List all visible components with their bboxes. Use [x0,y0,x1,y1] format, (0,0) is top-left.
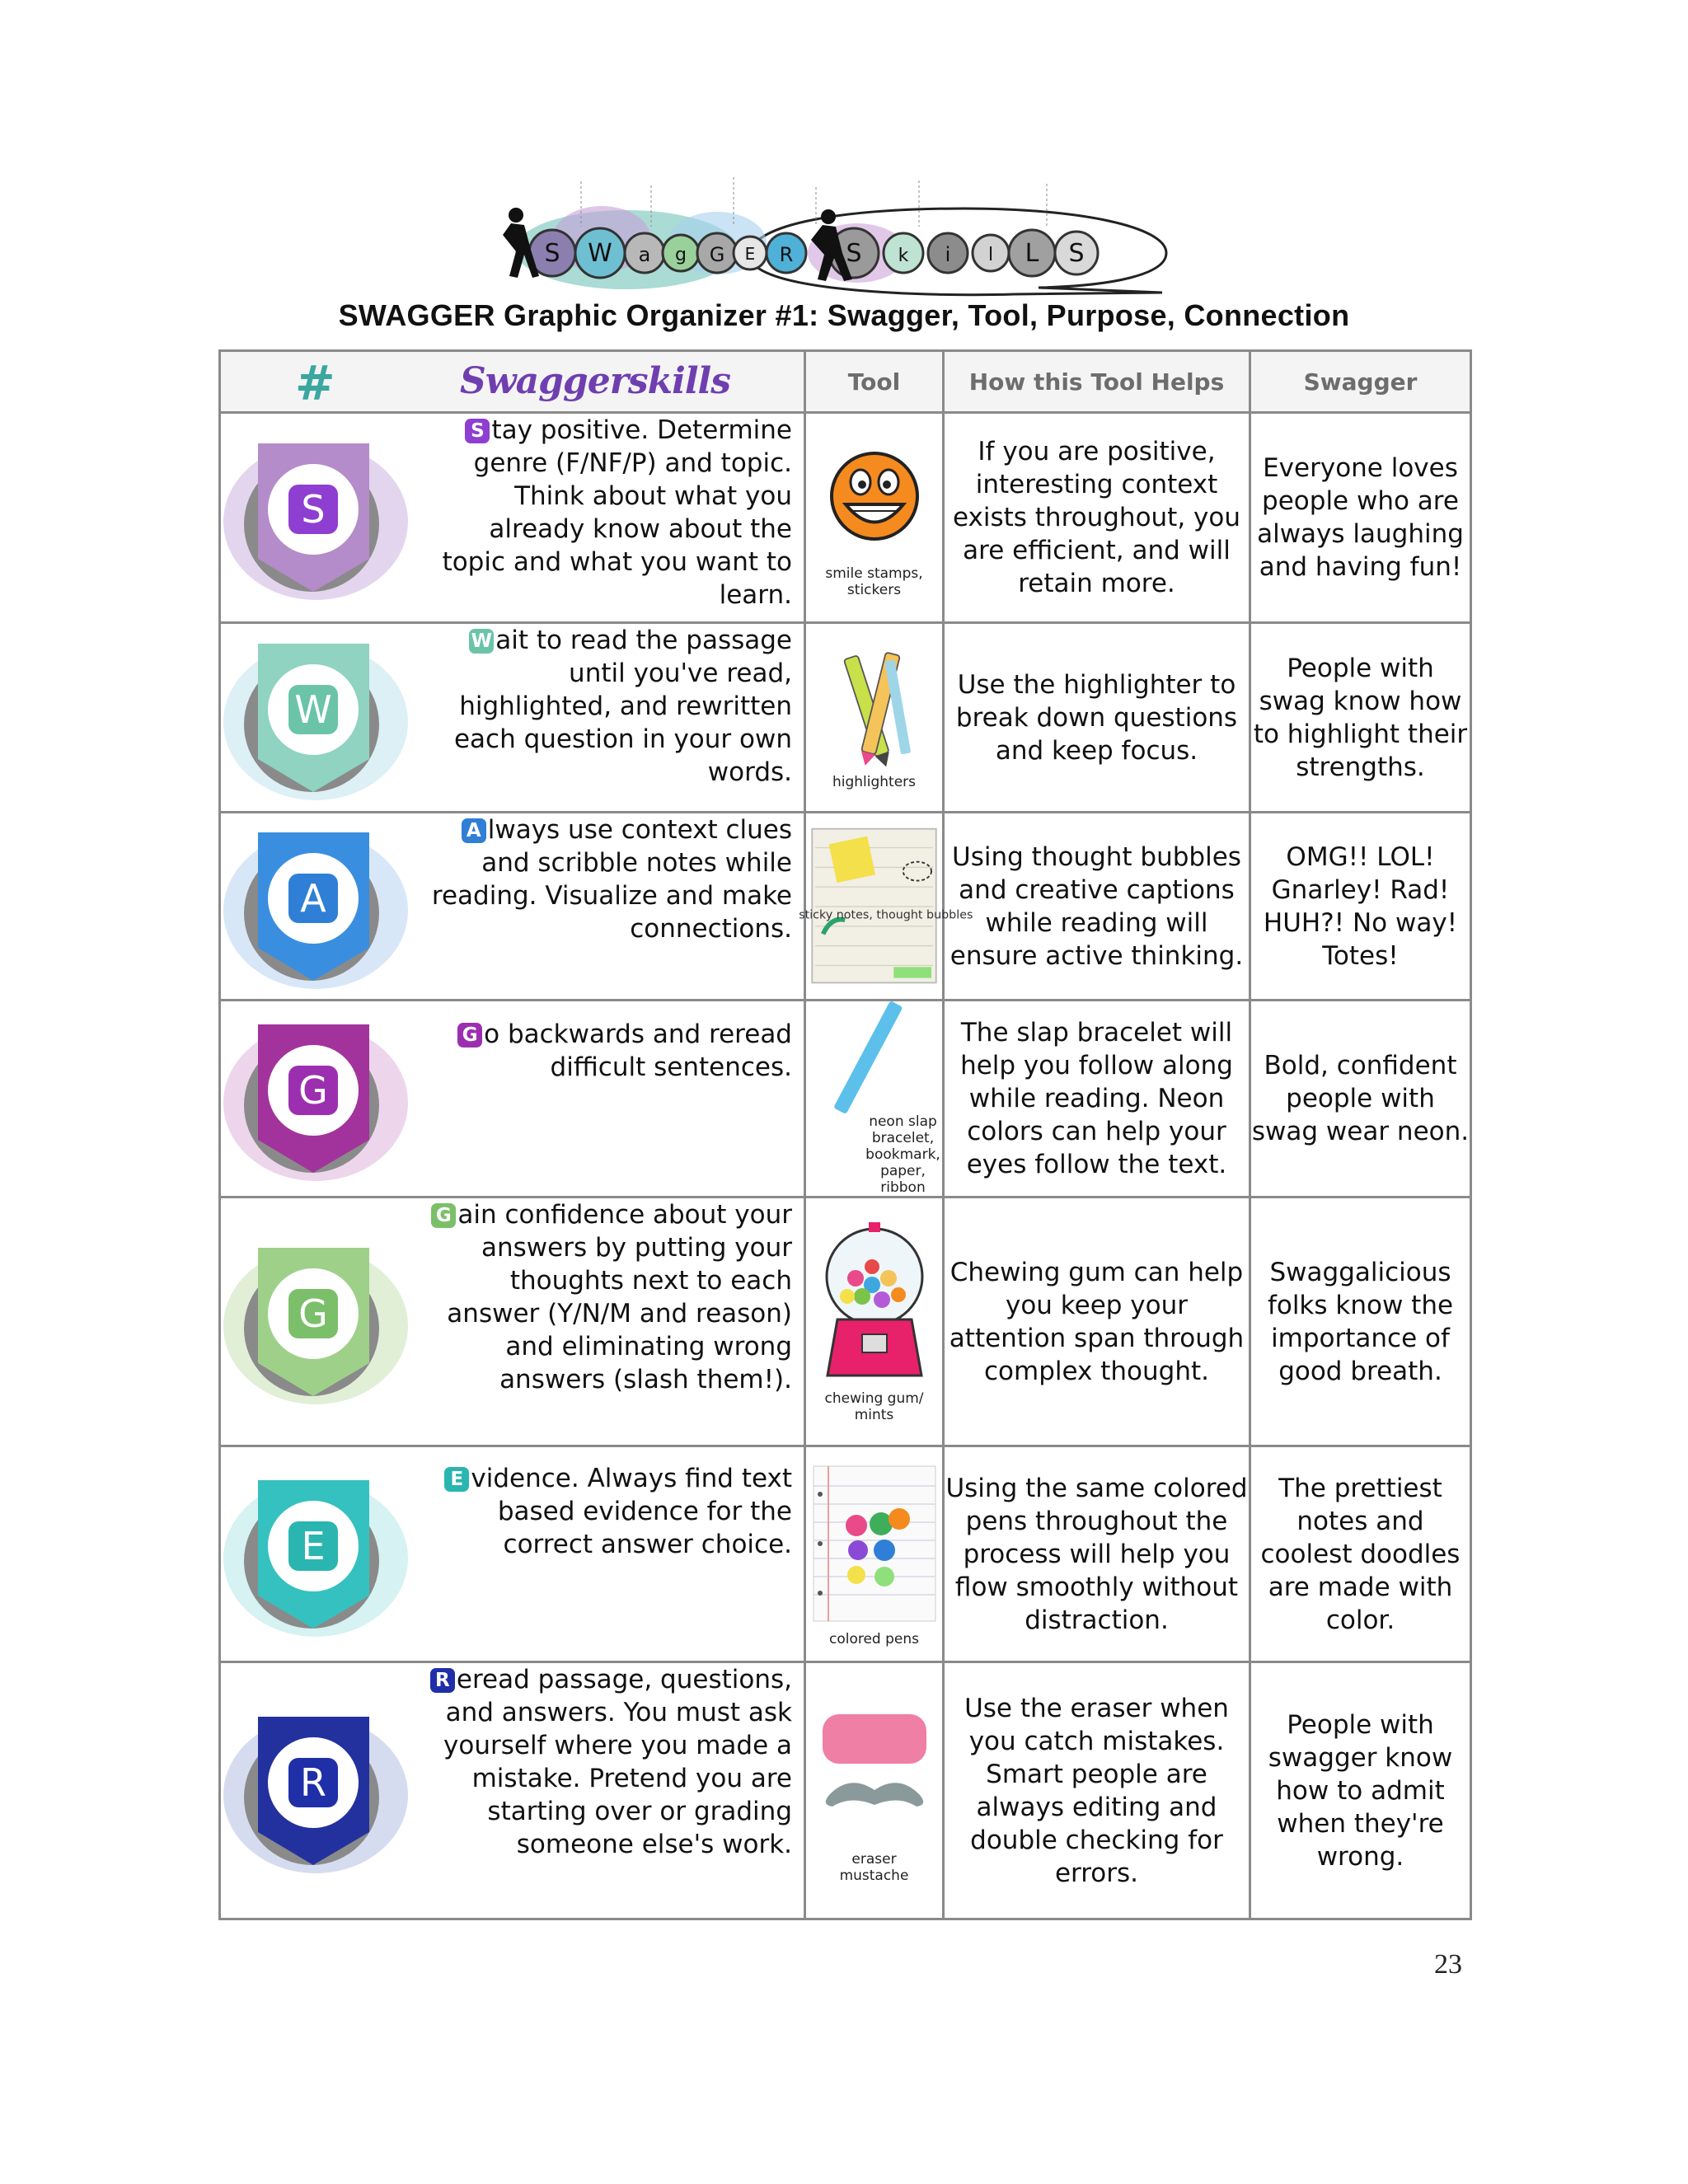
table-row [220,413,1471,623]
skill-cell [220,413,805,623]
swaggerskills-logo [503,177,1179,301]
helps-cell: Using thought bubbles and creative captions while reading will ensure active thinking. [944,813,1250,1001]
tool-cell [805,1662,944,1919]
skill-text: lways use context clues and scribble notes while reading. Visualize and make connections. [431,815,792,944]
skill-initial: G [431,1203,456,1228]
gumball-machine-icon [813,1221,936,1385]
table-row [220,1446,1471,1662]
tool-label: chewing gum/ mints [824,1390,924,1423]
svg-text:G: G [709,243,725,266]
tool-label: eraser mustache [839,1850,909,1884]
badge-r-icon [221,1700,427,1882]
skill-initial: A [462,818,486,843]
badge-s-icon [221,427,427,608]
helps-cell: The slap bracelet will help you follow along while reading. Neon colors can help your eyes follow the text. [944,1001,1250,1197]
svg-text:W: W [294,687,332,732]
table-row [220,1197,1471,1446]
skill-initial: W [469,629,494,654]
helps-cell: Use the eraser when you catch mistakes. Smart people are always editing and double checking for errors. [944,1662,1250,1919]
tool-label: highlighters [832,773,917,790]
badge-g-purple-icon [221,1008,427,1189]
skill-text: tay positive. Determine genre (F/NF/P) and topic. Think about what you already know about the topic and what you want to learn. [442,415,792,610]
svg-text:W: W [588,239,612,268]
tool-label: sticky notes, thought bubbles [799,907,973,921]
svg-text:S: S [544,239,560,268]
skill-initial: R [430,1668,455,1693]
hashtag-symbol: # [295,355,335,411]
skill-text: ain confidence about your answers by putting your thoughts next to each answer (Y/N/M and reason) and eliminating wrong answers (slash them!). [447,1200,792,1394]
svg-text:E: E [301,1523,326,1568]
skill-initial: G [457,1023,482,1047]
tool-cell [805,413,944,623]
tool-cell [805,623,944,813]
skill-cell [220,813,805,1001]
helps-cell: If you are positive, interesting context exists throughout, you are efficient, and will retain more. [944,413,1250,623]
svg-text:S: S [846,239,862,268]
skill-cell [220,623,805,813]
slap-bracelet-icon [813,1001,936,1108]
svg-text:L: L [1025,239,1039,268]
skill-cell [220,1446,805,1662]
skill-text: eread passage, questions, and answers. You must ask yourself where you made a mistake. Pretend you are starting over or grading someone else's work. [443,1665,792,1859]
skill-text: ait to read the passage until you've read, highlighted, and rewritten each question in your own words. [453,626,792,787]
header-brand-cell [220,351,805,413]
table-row [220,623,1471,813]
skill-initial: E [444,1467,469,1492]
skill-cell [220,1197,805,1446]
svg-text:l: l [987,245,994,265]
page-subtitle: SWAGGER Graphic Organizer #1: Swagger, Tool, Purpose, Connection [338,298,1350,332]
tool-label: smile stamps, stickers [825,565,923,598]
swagger-cell: People with swag know how to highlight their strengths. [1250,623,1471,813]
badge-g-green-icon [221,1231,427,1413]
skill-text: o backwards and reread difficult sentences. [484,1019,792,1082]
svg-text:E: E [744,244,756,264]
helps-cell: Use the highlighter to break down questions and keep focus. [944,623,1250,813]
highlighter-icon [813,645,936,769]
svg-text:A: A [300,875,326,921]
svg-text:R: R [300,1760,326,1805]
header-swagger: Swagger [1250,351,1471,413]
eraser-mustache-icon [813,1698,936,1846]
svg-text:a: a [638,243,651,266]
skill-initial: S [465,419,490,443]
graphic-organizer-table [218,349,1472,1920]
table-row [220,1662,1471,1919]
table-header-row [220,351,1471,413]
svg-text:k: k [898,246,909,266]
swagger-cell: OMG!! LOL! Gnarley! Rad! HUH?! No way! Totes! [1250,813,1471,1001]
swagger-cell: Everyone loves people who are always laughing and having fun! [1250,413,1471,623]
badge-e-icon [221,1464,427,1645]
header-tool: Tool [805,351,944,413]
svg-text:S: S [301,487,326,532]
table-row [220,813,1471,1001]
table-row [220,1001,1471,1197]
page-number: 23 [1434,1949,1462,1980]
svg-text:S: S [1068,239,1085,268]
header-how-this-tool-helps: How this Tool Helps [944,351,1250,413]
svg-text:G: G [298,1291,328,1336]
swagger-cell: Swaggalicious folks know the importance of good breath. [1250,1197,1471,1446]
skill-cell [220,1001,805,1197]
badge-a-icon [221,816,427,997]
svg-text:R: R [779,243,794,266]
tool-cell [799,813,973,1001]
skill-cell [220,1662,805,1919]
tool-label: neon slap bracelet, bookmark, paper, ribbon [865,1113,940,1196]
brand-wordmark: Swaggerskills [460,360,731,402]
colored-pens-icon [809,1461,940,1626]
helps-cell: Chewing gum can help you keep your attention span through complex thought. [944,1197,1250,1446]
swagger-cell: People with swagger know how to admit when they're wrong. [1250,1662,1471,1919]
tool-cell [805,1197,944,1446]
badge-w-icon [221,627,427,808]
swagger-cell: Bold, confident people with swag wear neon. [1250,1001,1471,1197]
sticky-note-icon [799,824,973,989]
skill-text: vidence. Always find text based evidence for the correct answer choice. [471,1464,792,1559]
svg-text:i: i [945,243,951,266]
tool-label: colored pens [828,1630,920,1647]
swagger-cell: The prettiest notes and coolest doodles are made with color. [1250,1446,1471,1662]
helps-cell: Using the same colored pens throughout the process will help you flow smoothly without distraction. [944,1446,1250,1662]
tool-cell [805,1001,944,1197]
svg-text:g: g [675,245,687,265]
tool-cell [805,1446,944,1662]
smiley-face-icon [813,437,936,560]
svg-text:G: G [298,1068,328,1113]
